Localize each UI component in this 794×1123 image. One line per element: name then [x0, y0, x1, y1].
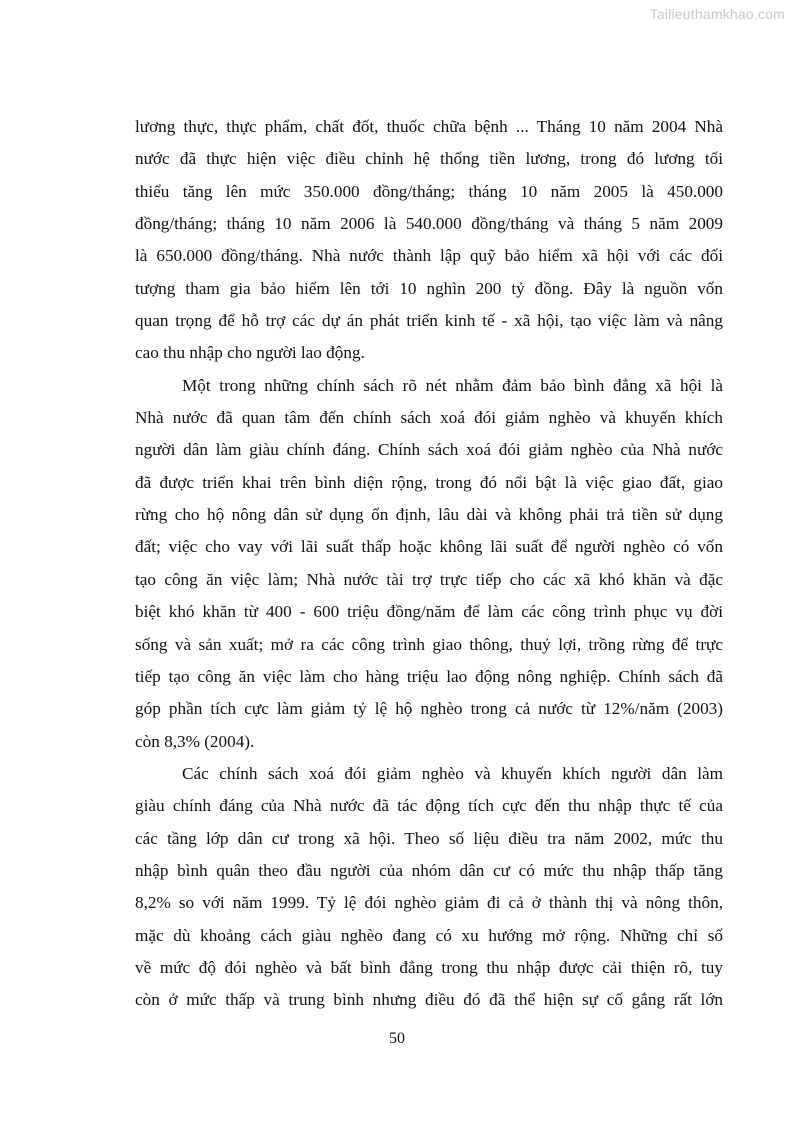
text-line: lương thực, thực phẩm, chất đốt, thuốc chữa bệnh ... Tháng 10 năm 2004 Nhà — [135, 117, 723, 136]
text-line: Một trong những chính sách rõ nét nhằm đảm bảo bình đẳng xã hội là — [182, 375, 723, 395]
text-line: tượng tham gia bảo hiểm lên tới 10 nghìn 200 tỷ đồng. Đây là nguồn vốn — [135, 278, 723, 298]
text-line: rừng cho hộ nông dân sử dụng ổn định, lâu dài và không phải trả tiền sử dụng — [135, 505, 723, 525]
page-number: 50 — [389, 1030, 405, 1047]
text-line: sống và sản xuất; mở ra các công trình giao thông, thuỷ lợi, trồng rừng để trực — [135, 634, 723, 654]
text-line: quan trọng để hỗ trợ các dự án phát triển kinh tế - xã hội, tạo việc làm và nâng — [135, 311, 723, 331]
text-line: cao thu nhập cho người lao động. — [135, 343, 365, 363]
text-line: 8,2% so với năm 1999. Tỷ lệ đói nghèo giảm đi cả ở thành thị và nông thôn, — [135, 893, 723, 913]
text-line: nhập bình quân theo đầu người của nhóm dân cư có mức thu nhập thấp tăng — [135, 860, 723, 880]
text-line: tiếp tạo công ăn việc làm cho hàng triệu lao động nông nghiệp. Chính sách đã — [135, 666, 723, 686]
paragraph — [135, 370, 723, 758]
text-line: góp phần tích cực làm giảm tỷ lệ hộ nghèo trong cả nước từ 12%/năm (2003) — [135, 699, 723, 719]
text-line: còn ở mức thấp và trung bình nhưng điều đó đã thể hiện sự cố gắng rất lớn — [135, 990, 723, 1010]
text-line: Nhà nước đã quan tâm đến chính sách xoá đói giảm nghèo và khuyến khích — [135, 408, 723, 428]
text-line: nước đã thực hiện việc điều chỉnh hệ thống tiền lương, trong đó lương tối — [135, 149, 723, 169]
text-line: biệt khó khăn từ 400 - 600 triệu đồng/năm để làm các công trình phục vụ đời — [135, 602, 723, 622]
text-line: tạo công ăn việc làm; Nhà nước tài trợ trực tiếp cho các xã khó khăn và đặc — [135, 569, 723, 589]
text-line: người dân làm giàu chính đáng. Chính sách xoá đói giảm nghèo của Nhà nước — [135, 440, 723, 460]
text-line: đã được triển khai trên bình diện rộng, trong đó nổi bật là việc giao đất, giao — [135, 472, 723, 492]
text-line: giàu chính đáng của Nhà nước đã tác động tích cực đến thu nhập thực tế của — [135, 796, 723, 816]
text-line: đất; việc cho vay với lãi suất thấp hoặc không lãi suất để người nghèo có vốn — [135, 537, 723, 557]
text-line: đồng/tháng; tháng 10 năm 2006 là 540.000 đồng/tháng và tháng 5 năm 2009 — [135, 214, 723, 234]
text-line: thiểu tăng lên mức 350.000 đồng/tháng; tháng 10 năm 2005 là 450.000 — [135, 181, 723, 201]
text-line: Các chính sách xoá đói giảm nghèo và khuyến khích người dân làm — [182, 763, 723, 783]
text-line: còn 8,3% (2004). — [135, 731, 255, 751]
paragraph — [135, 758, 723, 1017]
paragraph — [135, 111, 723, 370]
watermark: Tailieuthamkhao.com — [649, 6, 785, 22]
text-line: mặc dù khoảng cách giàu nghèo đang có xu hướng mở rộng. Những chỉ số — [135, 925, 723, 945]
body-text — [135, 111, 723, 1017]
text-line: là 650.000 đồng/tháng. Nhà nước thành lập quỹ bảo hiểm xã hội với các đối — [135, 246, 723, 266]
text-line: về mức độ đói nghèo và bất bình đẳng trong thu nhập được cải thiện rõ, tuy — [135, 957, 723, 977]
text-line: các tầng lớp dân cư trong xã hội. Theo số liệu điều tra năm 2002, mức thu — [135, 828, 723, 848]
